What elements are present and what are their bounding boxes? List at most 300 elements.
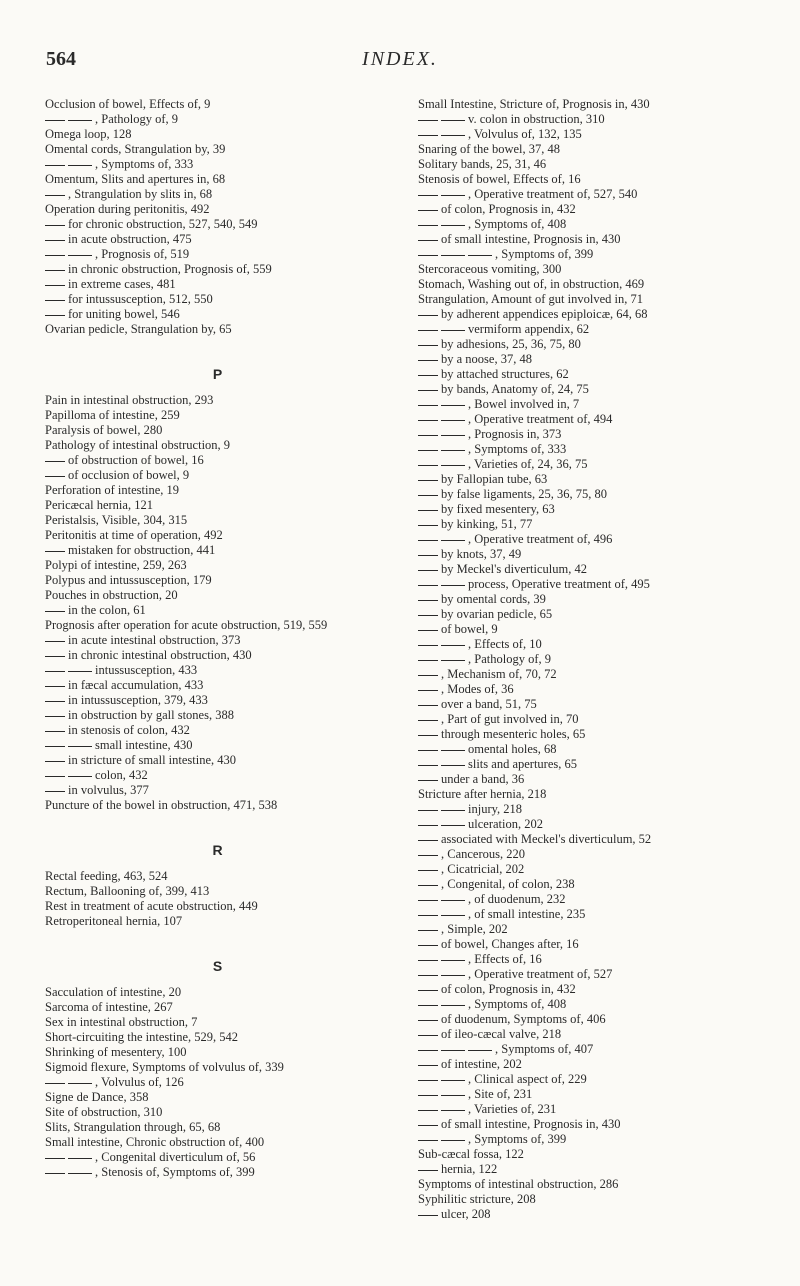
index-entry <box>418 547 770 562</box>
entry-text: Signe de Dance, 358 <box>45 1090 149 1104</box>
entry-text: Pathology of intestinal obstruction, 9 <box>45 438 231 452</box>
ditto-dash <box>441 540 465 541</box>
entry-text: by knots, 37, 49 <box>441 547 522 561</box>
ditto-dash <box>418 120 438 121</box>
entry-text: by ovarian pedicle, 65 <box>441 607 553 621</box>
index-entry <box>418 937 770 952</box>
ditto-dash <box>418 240 438 241</box>
index-entry <box>45 277 390 292</box>
index-entry <box>418 1117 770 1132</box>
index-entry <box>418 427 770 442</box>
entry-text: intussusception, 433 <box>95 663 198 677</box>
index-entry <box>418 277 770 292</box>
ditto-dash <box>418 405 438 406</box>
ditto-dash <box>45 255 65 256</box>
entry-text: , Symptoms of, 399 <box>495 247 594 261</box>
index-entry <box>45 468 390 483</box>
entry-text: of bowel, 9 <box>441 622 498 636</box>
index-entry <box>45 1165 390 1180</box>
ditto-dash <box>45 240 65 241</box>
entry-text: by kinking, 51, 77 <box>441 517 533 531</box>
index-entry <box>45 453 390 468</box>
ditto-dash <box>418 360 438 361</box>
entry-text: , Varieties of, 231 <box>468 1102 557 1116</box>
entry-text: by fixed mesentery, 63 <box>441 502 555 516</box>
entry-text: hernia, 122 <box>441 1162 498 1176</box>
index-entry <box>418 202 770 217</box>
index-entry <box>45 1150 390 1165</box>
entry-text: by Fallopian tube, 63 <box>441 472 548 486</box>
index-entry <box>418 232 770 247</box>
entry-text: , Operative treatment of, 496 <box>468 532 613 546</box>
index-entry <box>418 1027 770 1042</box>
index-entry <box>45 262 390 277</box>
index-entry <box>45 768 390 783</box>
ditto-dash <box>418 540 438 541</box>
entry-text: Stenosis of bowel, Effects of, 16 <box>418 172 581 186</box>
ditto-dash <box>418 915 438 916</box>
index-entry <box>418 307 770 322</box>
ditto-dash <box>441 810 465 811</box>
ditto-dash <box>418 600 438 601</box>
ditto-dash <box>418 630 438 631</box>
ditto-dash <box>441 420 465 421</box>
ditto-dash <box>45 225 65 226</box>
index-entry <box>45 157 390 172</box>
entry-text: for uniting bowel, 546 <box>68 307 180 321</box>
index-entry <box>418 922 770 937</box>
index-entry <box>45 393 390 408</box>
index-entry <box>418 457 770 472</box>
index-entry <box>418 652 770 667</box>
entry-text: under a band, 36 <box>441 772 525 786</box>
entry-text: for intussusception, 512, 550 <box>68 292 213 306</box>
ditto-dash <box>441 765 465 766</box>
index-entry <box>418 742 770 757</box>
page-header <box>0 48 800 78</box>
ditto-dash <box>441 450 465 451</box>
entry-text: by Meckel's diverticulum, 42 <box>441 562 587 576</box>
index-entry <box>45 498 390 513</box>
ditto-dash <box>441 195 465 196</box>
index-entry <box>418 157 770 172</box>
entry-text: Small Intestine, Stricture of, Prognosis in, 430 <box>418 97 650 111</box>
left-column <box>45 97 390 1180</box>
index-entry <box>418 622 770 637</box>
entry-text: , Symptoms of, 399 <box>468 1132 567 1146</box>
index-entry <box>418 952 770 967</box>
entry-text: in fæcal accumulation, 433 <box>68 678 204 692</box>
index-entry <box>45 738 390 753</box>
ditto-dash <box>418 195 438 196</box>
ditto-dash <box>441 660 465 661</box>
ditto-dash <box>418 870 438 871</box>
ditto-dash <box>418 660 438 661</box>
index-entry <box>418 802 770 817</box>
ditto-dash <box>68 671 92 672</box>
ditto-dash <box>418 885 438 886</box>
entry-text: through mesenteric holes, 65 <box>441 727 586 741</box>
index-entry <box>418 172 770 187</box>
entry-text: in acute intestinal obstruction, 373 <box>68 633 241 647</box>
entry-text: omental holes, 68 <box>468 742 557 756</box>
index-entry <box>45 172 390 187</box>
ditto-dash <box>45 1173 65 1174</box>
index-entry <box>418 1087 770 1102</box>
ditto-dash <box>418 135 438 136</box>
entry-text: , Stenosis of, Symptoms of, 399 <box>95 1165 255 1179</box>
ditto-dash <box>45 746 65 747</box>
entry-text: in obstruction by gall stones, 388 <box>68 708 234 722</box>
ditto-dash <box>418 555 438 556</box>
ditto-dash <box>441 825 465 826</box>
ditto-dash <box>441 435 465 436</box>
ditto-dash <box>418 435 438 436</box>
entry-text: Omental cords, Strangulation by, 39 <box>45 142 226 156</box>
entry-text: Puncture of the bowel in obstruction, 471, 538 <box>45 798 278 812</box>
ditto-dash <box>418 735 438 736</box>
index-entry <box>418 367 770 382</box>
entry-text: by false ligaments, 25, 36, 75, 80 <box>441 487 607 501</box>
index-entry <box>45 663 390 678</box>
index-entry <box>418 487 770 502</box>
ditto-dash <box>418 1215 438 1216</box>
index-entry <box>45 884 390 899</box>
entry-text: Rest in treatment of acute obstruction, 449 <box>45 899 258 913</box>
index-entry <box>45 558 390 573</box>
entry-text: Peristalsis, Visible, 304, 315 <box>45 513 188 527</box>
entry-text: , Symptoms of, 333 <box>468 442 567 456</box>
ditto-dash <box>418 975 438 976</box>
ditto-dash <box>441 120 465 121</box>
index-entry <box>45 528 390 543</box>
index-entry <box>418 112 770 127</box>
ditto-dash <box>45 285 65 286</box>
index-entry <box>418 982 770 997</box>
index-entry <box>418 727 770 742</box>
entry-text: , Site of, 231 <box>468 1087 533 1101</box>
index-entry <box>418 382 770 397</box>
index-entry <box>45 798 390 813</box>
ditto-dash <box>418 480 438 481</box>
entry-text: , Bowel involved in, 7 <box>468 397 580 411</box>
ditto-dash <box>418 330 438 331</box>
entry-text: of ileo-cæcal valve, 218 <box>441 1027 562 1041</box>
index-entry <box>45 603 390 618</box>
entry-text: , Volvulus of, 126 <box>95 1075 184 1089</box>
index-entry <box>45 438 390 453</box>
ditto-dash <box>441 135 465 136</box>
index-entry <box>45 1120 390 1135</box>
ditto-dash <box>441 960 465 961</box>
entry-text: Short-circuiting the intestine, 529, 542 <box>45 1030 239 1044</box>
entry-text: , Operative treatment of, 494 <box>468 412 613 426</box>
ditto-dash <box>68 255 92 256</box>
ditto-dash <box>45 611 65 612</box>
page-number: 564 <box>46 48 76 70</box>
index-entry <box>45 914 390 929</box>
ditto-dash <box>418 1110 438 1111</box>
index-entry <box>45 618 390 633</box>
entry-text: Small intestine, Chronic obstruction of, 400 <box>45 1135 265 1149</box>
entry-text: Stercoraceous vomiting, 300 <box>418 262 562 276</box>
ditto-dash <box>418 645 438 646</box>
entry-text: in volvulus, 377 <box>68 783 149 797</box>
index-entry <box>418 1177 770 1192</box>
index-entry <box>45 648 390 663</box>
ditto-dash <box>418 990 438 991</box>
index-entry <box>418 517 770 532</box>
index-entry <box>418 292 770 307</box>
entry-text: of occlusion of bowel, 9 <box>68 468 190 482</box>
index-entry <box>418 592 770 607</box>
index-entry <box>45 112 390 127</box>
index-entry <box>418 502 770 517</box>
index-entry <box>418 862 770 877</box>
index-entry <box>45 678 390 693</box>
entry-text: , Part of gut involved in, 70 <box>441 712 579 726</box>
index-entry <box>418 997 770 1012</box>
ditto-dash <box>441 1050 465 1051</box>
index-entry <box>418 322 770 337</box>
ditto-dash <box>418 1140 438 1141</box>
ditto-dash <box>418 780 438 781</box>
index-entry <box>418 757 770 772</box>
index-entry <box>45 307 390 322</box>
entry-text: , Clinical aspect of, 229 <box>468 1072 587 1086</box>
index-entry <box>418 1102 770 1117</box>
ditto-dash <box>441 255 465 256</box>
entry-text: Pain in intestinal obstruction, 293 <box>45 393 214 407</box>
entry-text: , Effects of, 16 <box>468 952 542 966</box>
index-entry <box>418 1162 770 1177</box>
index-entry <box>45 217 390 232</box>
entry-text: , Modes of, 36 <box>441 682 514 696</box>
entry-text: of duodenum, Symptoms of, 406 <box>441 1012 606 1026</box>
entry-text: Solitary bands, 25, 31, 46 <box>418 157 547 171</box>
entry-text: Strangulation, Amount of gut involved in, 71 <box>418 292 643 306</box>
index-entry <box>418 262 770 277</box>
index-entry <box>418 682 770 697</box>
entry-text: Stricture after hernia, 218 <box>418 787 547 801</box>
index-entry <box>45 1075 390 1090</box>
entry-text: , Prognosis of, 519 <box>95 247 190 261</box>
entry-text: , Cicatricial, 202 <box>441 862 525 876</box>
entry-text: Shrinking of mesentery, 100 <box>45 1045 187 1059</box>
ditto-dash <box>441 330 465 331</box>
ditto-dash <box>418 675 438 676</box>
ditto-dash <box>45 716 65 717</box>
entry-text: , Pathology of, 9 <box>468 652 551 666</box>
entry-text: Omentum, Slits and apertures in, 68 <box>45 172 226 186</box>
entry-text: v. colon in obstruction, 310 <box>468 112 605 126</box>
ditto-dash <box>45 656 65 657</box>
ditto-dash <box>68 120 92 121</box>
index-entry <box>418 337 770 352</box>
ditto-dash <box>441 750 465 751</box>
ditto-dash <box>441 465 465 466</box>
index-entry <box>45 423 390 438</box>
index-entry <box>45 202 390 217</box>
entry-text: , Symptoms of, 407 <box>495 1042 594 1056</box>
entry-text: , Congenital, of colon, 238 <box>441 877 575 891</box>
index-entry <box>418 967 770 982</box>
ditto-dash <box>418 510 438 511</box>
index-entry <box>418 772 770 787</box>
ditto-dash <box>441 225 465 226</box>
entry-text: Site of obstruction, 310 <box>45 1105 163 1119</box>
entry-text: ulceration, 202 <box>468 817 543 831</box>
entry-text: , Strangulation by slits in, 68 <box>68 187 213 201</box>
ditto-dash <box>418 420 438 421</box>
ditto-dash <box>45 461 65 462</box>
index-entry <box>45 513 390 528</box>
ditto-dash <box>68 165 92 166</box>
entry-text: of obstruction of bowel, 16 <box>68 453 204 467</box>
ditto-dash <box>45 701 65 702</box>
index-entry <box>418 352 770 367</box>
entry-text: Snaring of the bowel, 37, 48 <box>418 142 560 156</box>
ditto-dash <box>418 1125 438 1126</box>
entry-text: Ovarian pedicle, Strangulation by, 65 <box>45 322 232 336</box>
ditto-dash <box>418 750 438 751</box>
entry-text: process, Operative treatment of, 495 <box>468 577 650 591</box>
entry-text: for chronic obstruction, 527, 540, 549 <box>68 217 258 231</box>
entry-text: of small intestine, Prognosis in, 430 <box>441 232 621 246</box>
entry-text: Omega loop, 128 <box>45 127 132 141</box>
ditto-dash <box>45 1083 65 1084</box>
entry-text: , Operative treatment of, 527 <box>468 967 613 981</box>
index-entry <box>45 869 390 884</box>
index-entry <box>418 1042 770 1057</box>
entry-text: vermiform appendix, 62 <box>468 322 590 336</box>
entry-text: ulcer, 208 <box>441 1207 491 1221</box>
index-entry <box>45 899 390 914</box>
index-entry <box>45 753 390 768</box>
ditto-dash <box>418 1005 438 1006</box>
entry-text: slits and apertures, 65 <box>468 757 578 771</box>
index-entry <box>418 1132 770 1147</box>
ditto-dash <box>418 1065 438 1066</box>
entry-text: Sacculation of intestine, 20 <box>45 985 182 999</box>
ditto-dash <box>68 1083 92 1084</box>
entry-text: Slits, Strangulation through, 65, 68 <box>45 1120 221 1134</box>
ditto-dash <box>418 840 438 841</box>
ditto-dash <box>418 615 438 616</box>
entry-text: by attached structures, 62 <box>441 367 569 381</box>
entry-text: , of duodenum, 232 <box>468 892 566 906</box>
ditto-dash <box>45 776 65 777</box>
ditto-dash <box>68 746 92 747</box>
index-entry <box>45 127 390 142</box>
ditto-dash <box>418 525 438 526</box>
index-entry <box>418 607 770 622</box>
index-entry <box>418 832 770 847</box>
ditto-dash <box>418 450 438 451</box>
entry-text: , Varieties of, 24, 36, 75 <box>468 457 588 471</box>
ditto-dash <box>418 570 438 571</box>
entry-text: in chronic obstruction, Prognosis of, 559 <box>68 262 272 276</box>
ditto-dash <box>418 1050 438 1051</box>
ditto-dash <box>441 915 465 916</box>
entry-text: in acute obstruction, 475 <box>68 232 192 246</box>
entry-text: in extreme cases, 481 <box>68 277 176 291</box>
right-column <box>418 97 770 1222</box>
ditto-dash <box>468 255 492 256</box>
index-entry <box>45 1135 390 1150</box>
entry-text: by bands, Anatomy of, 24, 75 <box>441 382 589 396</box>
section-letter: P <box>212 366 223 382</box>
ditto-dash <box>441 405 465 406</box>
index-entry <box>418 247 770 262</box>
entry-text: Rectum, Ballooning of, 399, 413 <box>45 884 210 898</box>
index-entry <box>45 97 390 112</box>
ditto-dash <box>441 1095 465 1096</box>
section-letter: R <box>212 842 223 858</box>
index-entry <box>418 472 770 487</box>
entry-text: , Cancerous, 220 <box>441 847 526 861</box>
index-entry <box>418 442 770 457</box>
entry-text: by adherent appendices epiploicæ, 64, 68 <box>441 307 648 321</box>
entry-text: , Symptoms of, 408 <box>468 217 567 231</box>
index-entry <box>45 708 390 723</box>
entry-text: in stricture of small intestine, 430 <box>68 753 237 767</box>
ditto-dash <box>45 195 65 196</box>
ditto-dash <box>45 1158 65 1159</box>
ditto-dash <box>45 300 65 301</box>
entry-text: Occlusion of bowel, Effects of, 9 <box>45 97 211 111</box>
index-entry <box>418 532 770 547</box>
entry-text: Pericæcal hernia, 121 <box>45 498 153 512</box>
entry-text: Paralysis of bowel, 280 <box>45 423 163 437</box>
entry-text: , of small intestine, 235 <box>468 907 586 921</box>
ditto-dash <box>441 1080 465 1081</box>
entry-text: Prognosis after operation for acute obstruction, 519, 559 <box>45 618 328 632</box>
index-entry <box>45 1015 390 1030</box>
ditto-dash <box>418 690 438 691</box>
entry-text: Stomach, Washing out of, in obstruction, 469 <box>418 277 645 291</box>
index-entry <box>45 247 390 262</box>
entry-text: , Symptoms of, 333 <box>95 157 194 171</box>
index-entry <box>45 1030 390 1045</box>
entry-text: , Operative treatment of, 527, 540 <box>468 187 638 201</box>
index-entry <box>418 1012 770 1027</box>
ditto-dash <box>45 165 65 166</box>
entry-text: , Effects of, 10 <box>468 637 542 651</box>
entry-text: , Prognosis in, 373 <box>468 427 562 441</box>
index-entry <box>45 1045 390 1060</box>
ditto-dash <box>441 1110 465 1111</box>
entry-text: of small intestine, Prognosis in, 430 <box>441 1117 621 1131</box>
ditto-dash <box>418 855 438 856</box>
index-entry <box>418 1072 770 1087</box>
ditto-dash <box>45 120 65 121</box>
entry-text: of colon, Prognosis in, 432 <box>441 982 576 996</box>
index-entry <box>418 1207 770 1222</box>
ditto-dash <box>418 810 438 811</box>
entry-text: in stenosis of colon, 432 <box>68 723 190 737</box>
entry-text: Rectal feeding, 463, 524 <box>45 869 168 883</box>
ditto-dash <box>45 315 65 316</box>
section-letter: S <box>212 958 223 974</box>
index-entry <box>418 142 770 157</box>
entry-text: over a band, 51, 75 <box>441 697 537 711</box>
entry-text: Perforation of intestine, 19 <box>45 483 179 497</box>
entry-text: , Pathology of, 9 <box>95 112 178 126</box>
entry-text: Sigmoid flexure, Symptoms of volvulus of, 339 <box>45 1060 284 1074</box>
ditto-dash <box>45 671 65 672</box>
ditto-dash <box>68 1158 92 1159</box>
